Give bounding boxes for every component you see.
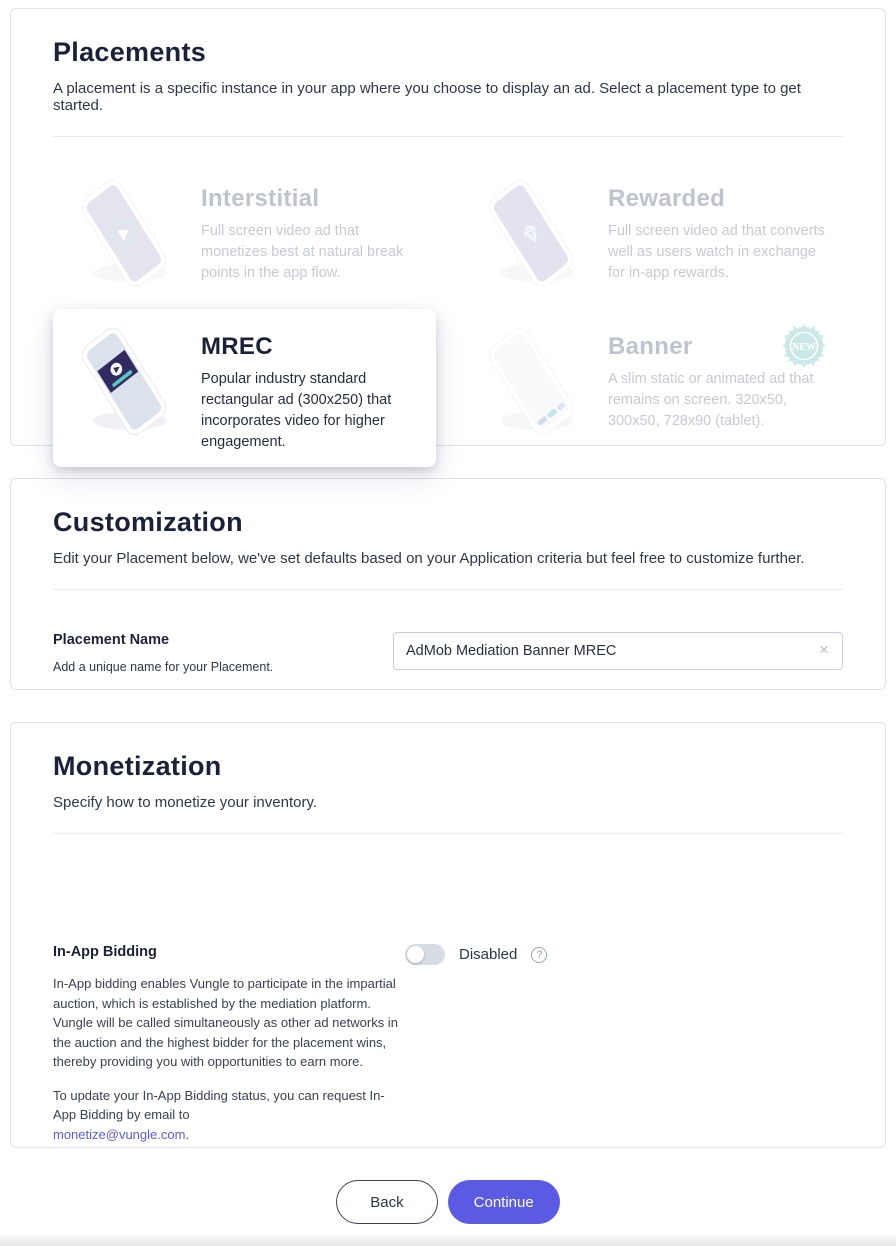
placement-title: MREC: [201, 333, 273, 360]
banner-phone-icon: [478, 323, 590, 435]
placements-title: Placements: [53, 37, 207, 67]
in-app-bidding-toggle[interactable]: [405, 944, 445, 965]
svg-text:NEW: NEW: [792, 342, 816, 353]
in-app-bidding-row: [53, 944, 843, 1144]
placements-subtitle: A placement is a specific instance in your app where you choose to display an ad. Select a placement type to get started.: [53, 80, 801, 114]
placement-name-label: Placement Name: [53, 632, 170, 648]
divider: [53, 136, 843, 137]
monetization-card: [10, 722, 886, 1148]
placement-description: A slim static or animated ad that remains on screen. 320x50, 300x50, 728x90 (tablet).: [608, 371, 814, 430]
in-app-bidding-status: Disabled: [459, 946, 518, 963]
placement-tile-banner[interactable]: [460, 309, 843, 467]
note-text: To update your In-App Bidding status, you can request In-App Bidding by email to: [53, 1087, 385, 1122]
continue-button[interactable]: Continue: [448, 1180, 560, 1224]
in-app-bidding-note: [53, 1086, 401, 1145]
bottom-fade: [0, 1233, 896, 1246]
back-button[interactable]: Back: [336, 1180, 437, 1224]
placement-name-row: [53, 632, 843, 674]
placement-tile-interstitial[interactable]: [53, 161, 436, 301]
placement-tile-mrec[interactable]: [53, 309, 436, 467]
placement-description: Full screen video ad that monetizes best at natural break points in the app flow.: [201, 223, 404, 282]
footer-actions: [0, 1180, 896, 1224]
placement-name-help: Add a unique name for your Placement.: [53, 660, 274, 674]
monetization-subtitle: Specify how to monetize your inventory.: [53, 794, 318, 811]
monetize-email-link[interactable]: monetize@vungle.com: [53, 1126, 186, 1142]
mrec-phone-icon: [71, 323, 183, 435]
placement-title: Interstitial: [201, 185, 320, 212]
monetization-title: Monetization: [53, 751, 222, 781]
placement-tile-rewarded[interactable]: [460, 161, 843, 301]
customization-title: Customization: [53, 507, 243, 537]
divider: [53, 589, 843, 590]
placement-title: Banner: [608, 333, 693, 360]
toggle-knob: [407, 946, 424, 963]
placement-description: Full screen video ad that converts well as users watch in exchange for in-app rewards.: [608, 223, 825, 282]
new-badge: [781, 323, 827, 369]
placements-card: [10, 8, 886, 451]
clear-input-icon[interactable]: ×: [819, 640, 829, 659]
rewarded-phone-icon: [478, 175, 590, 287]
divider: [53, 833, 843, 834]
placement-description: Popular industry standard rectangular ad (300x250) that incorporates video for higher engagement.: [201, 371, 392, 451]
help-icon[interactable]: ?: [531, 947, 547, 963]
in-app-bidding-label: In-App Bidding: [53, 944, 157, 960]
in-app-bidding-description: In-App bidding enables Vungle to participate in the impartial auction, which is established by the mediation platform. Vungle will be called simultaneously as other ad networks in the auction and the highest bidder for the placement wins, thereby providing you with opportunities to earn more.: [53, 976, 398, 1069]
placement-title: Rewarded: [608, 185, 726, 212]
placement-type-grid: [53, 161, 843, 467]
note-period: .: [185, 1126, 190, 1142]
interstitial-phone-icon: [71, 175, 183, 287]
customization-subtitle: Edit your Placement below, we've set defaults based on your Application criteria but feel free to customize further.: [53, 550, 805, 567]
customization-card: [10, 478, 886, 690]
placement-name-input[interactable]: [393, 632, 843, 670]
